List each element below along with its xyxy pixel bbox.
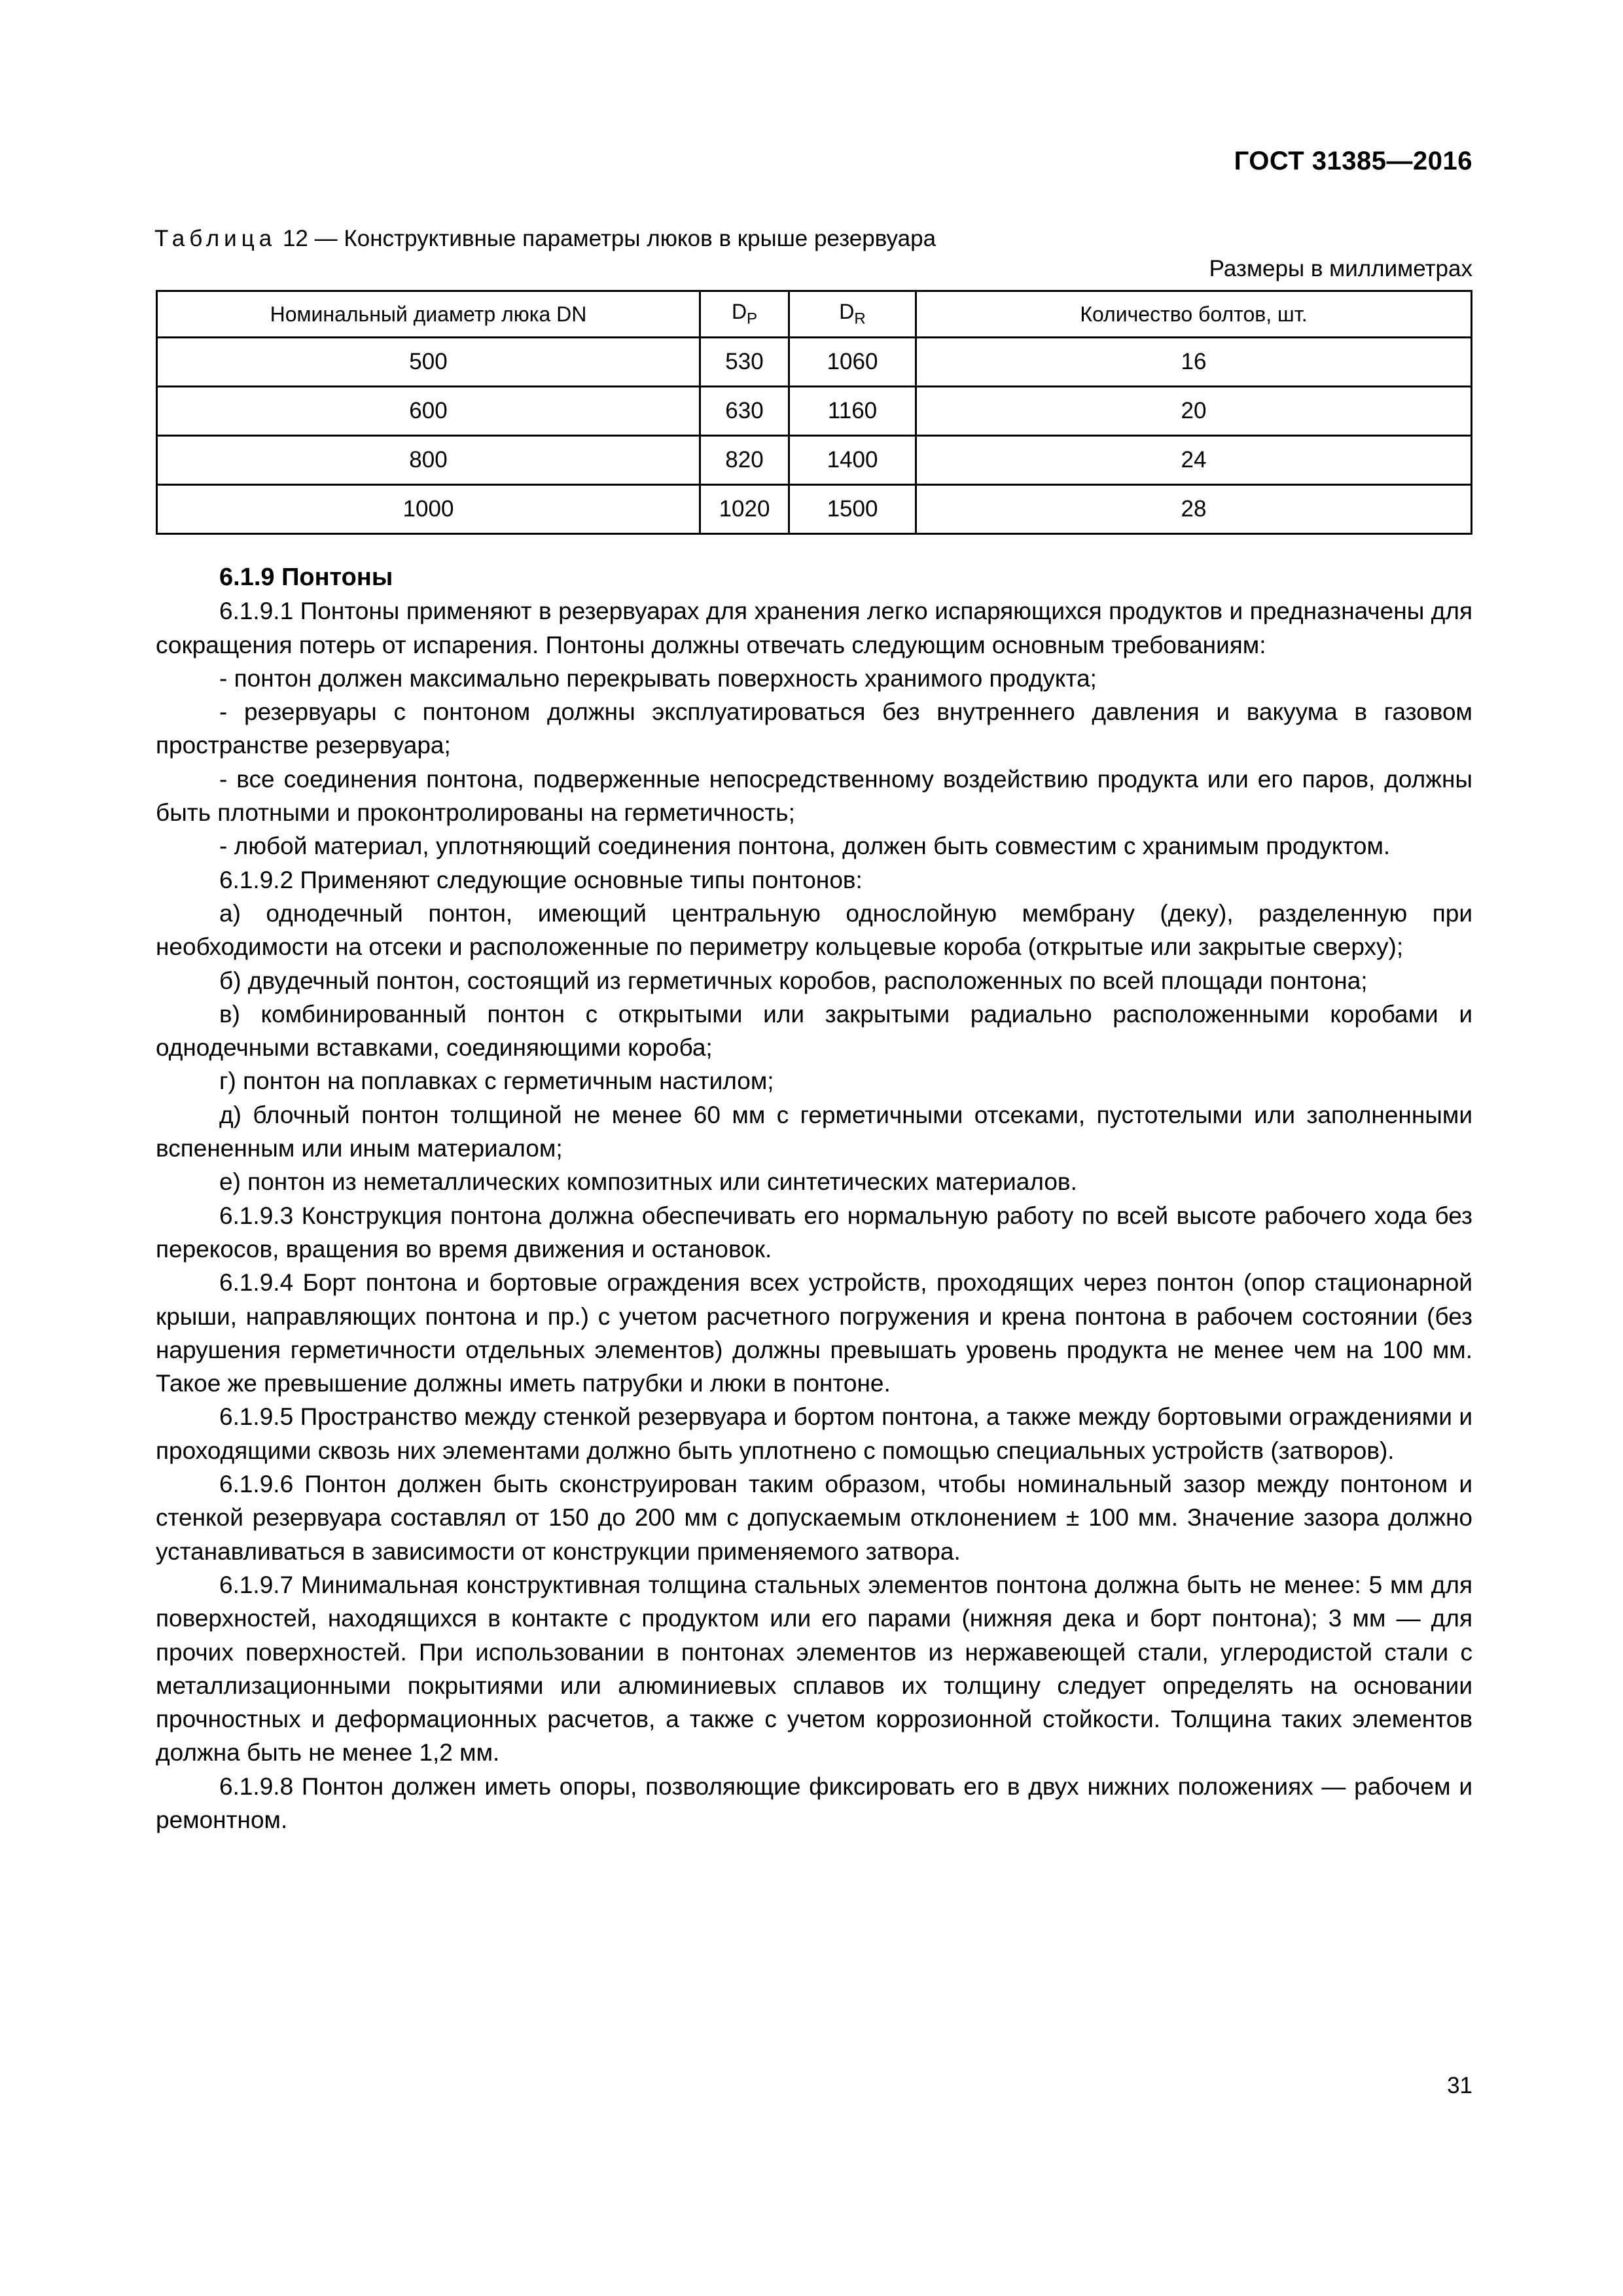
cell-dp: 820: [700, 436, 789, 485]
table-row: [157, 485, 1472, 534]
table-header-row: [157, 291, 1472, 338]
paragraph: 6.1.9.7 Минимальная конструктивная толщина стальных элементов понтона должна быть не менее: 5 мм для поверхностей, находящихся в контакте с продуктом или его парами (нижняя дека и борт понтона); 3 мм — для прочих поверхностей. При использовании в понтонах элементов из нержавеющей стали, углеродистой стали с металлизационными покрытиями или алюминиевых сплавов их толщину следует определять на основании прочностных и деформационных расчетов, а также с учетом коррозионной стойкости. Толщина таких элементов должна быть не менее 1,2 мм.: [156, 1571, 1472, 1767]
table-caption-title: 12 — Конструктивные параметры люков в крыше резервуара: [282, 226, 936, 251]
hatch-parameters-table: [156, 290, 1472, 535]
header-dr: $D_R$: [789, 291, 916, 338]
header-dp: $D_P$: [700, 291, 789, 338]
table-row: [157, 387, 1472, 436]
cell-bolts: 24: [916, 436, 1472, 485]
cell-dn: 600: [157, 387, 700, 436]
section-heading: 6.1.9 Понтоны: [219, 564, 393, 591]
cell-dr: 1060: [789, 338, 916, 387]
standard-designation: ГОСТ 31385—2016: [1234, 147, 1472, 175]
cell-dr: 1500: [789, 485, 916, 534]
table-caption-label: Таблица: [154, 226, 277, 251]
cell-bolts: 28: [916, 485, 1472, 534]
paragraph: 6.1.9.6 Понтон должен быть сконструирован таким образом, чтобы номинальный зазор между понтоном и стенкой резервуара составлял от 150 до 200 мм с допускаемым отклонением ± 100 мм. Значение зазора должно устанавливаться в зависимости от конструкции применяемого затвора.: [156, 1471, 1472, 1565]
page-number: 31: [1447, 2073, 1472, 2098]
cell-dp: 1020: [700, 485, 789, 534]
cell-dr: 1400: [789, 436, 916, 485]
header-bolt-count: Количество болтов, шт.: [916, 291, 1472, 338]
table-row: [157, 338, 1472, 387]
table-caption: [154, 226, 936, 252]
paragraph: 6.1.9.2 Применяют следующие основные типы понтонов:: [219, 866, 863, 893]
list-item: - все соединения понтона, подверженные непосредственному воздействию продукта или его паров, должны быть плотными и проконтролированы на герметичность;: [156, 765, 1472, 827]
list-item: е) понтон из неметаллических композитных или синтетических материалов.: [219, 1168, 1077, 1196]
cell-dp: 530: [700, 338, 789, 387]
header-nominal-diameter: Номинальный диаметр люка DN: [157, 291, 700, 338]
list-item: б) двудечный понтон, состоящий из герметичных коробов, расположенных по всей площади понтона;: [219, 967, 1368, 994]
table-units-note: Размеры в миллиметрах: [1209, 256, 1472, 281]
cell-dn: 500: [157, 338, 700, 387]
list-item: в) комбинированный понтон с открытыми или закрытыми радиально расположенными коробами и однодечными вставками, соединяющими короба;: [156, 1000, 1472, 1062]
list-item: - любой материал, уплотняющий соединения понтона, должен быть совместим с хранимым продуктом.: [219, 833, 1391, 860]
cell-bolts: 16: [916, 338, 1472, 387]
section-pontoons: [156, 561, 1472, 1837]
list-item: - понтон должен максимально перекрывать поверхность хранимого продукта;: [219, 664, 1097, 692]
paragraph: 6.1.9.4 Борт понтона и бортовые ограждения всех устройств, проходящих через понтон (опор стационарной крыши, направляющих понтона и пр.) с учетом расчетного погружения и крена понтона в рабочем состоянии (без нарушения герметичности отдельных элементов) должны превышать уровень продукта не менее чем на 100 мм. Такое же превышение должны иметь патрубки и люки в понтоне.: [156, 1269, 1472, 1397]
cell-dp: 630: [700, 387, 789, 436]
cell-dr: 1160: [789, 387, 916, 436]
paragraph: 6.1.9.1 Понтоны применяют в резервуарах для хранения легко испаряющихся продуктов и предназначены для сокращения потерь от испарения. Понтоны должны отвечать следующим основным требованиям:: [156, 598, 1472, 658]
paragraph: 6.1.9.3 Конструкция понтона должна обеспечивать его нормальную работу по всей высоте рабочего хода без перекосов, вращения во время движения и остановок.: [156, 1202, 1472, 1263]
cell-dn: 800: [157, 436, 700, 485]
cell-bolts: 20: [916, 387, 1472, 436]
list-item: а) однодечный понтон, имеющий центральную однослойную мембрану (деку), разделенную при необходимости на отсеки и расположенные по периметру кольцевые короба (открытые или закрытые сверху);: [156, 899, 1472, 961]
paragraph: 6.1.9.5 Пространство между стенкой резервуара и бортом понтона, а также между бортовыми ограждениями и проходящими сквозь них элементами должно быть уплотнено с помощью специальных устройств (затворов).: [156, 1403, 1472, 1464]
list-item: д) блочный понтон толщиной не менее 60 мм с герметичными отсеками, пустотелыми или заполненными вспененным или иным материалом;: [156, 1101, 1472, 1162]
cell-dn: 1000: [157, 485, 700, 534]
list-item: - резервуары с понтоном должны эксплуатироваться без внутреннего давления и вакуума в газовом пространстве резервуара;: [156, 698, 1472, 759]
list-item: г) понтон на поплавках с герметичным настилом;: [219, 1067, 774, 1095]
paragraph: 6.1.9.8 Понтон должен иметь опоры, позволяющие фиксировать его в двух нижних положениях — рабочем и ремонтном.: [156, 1772, 1472, 1833]
table-row: [157, 436, 1472, 485]
